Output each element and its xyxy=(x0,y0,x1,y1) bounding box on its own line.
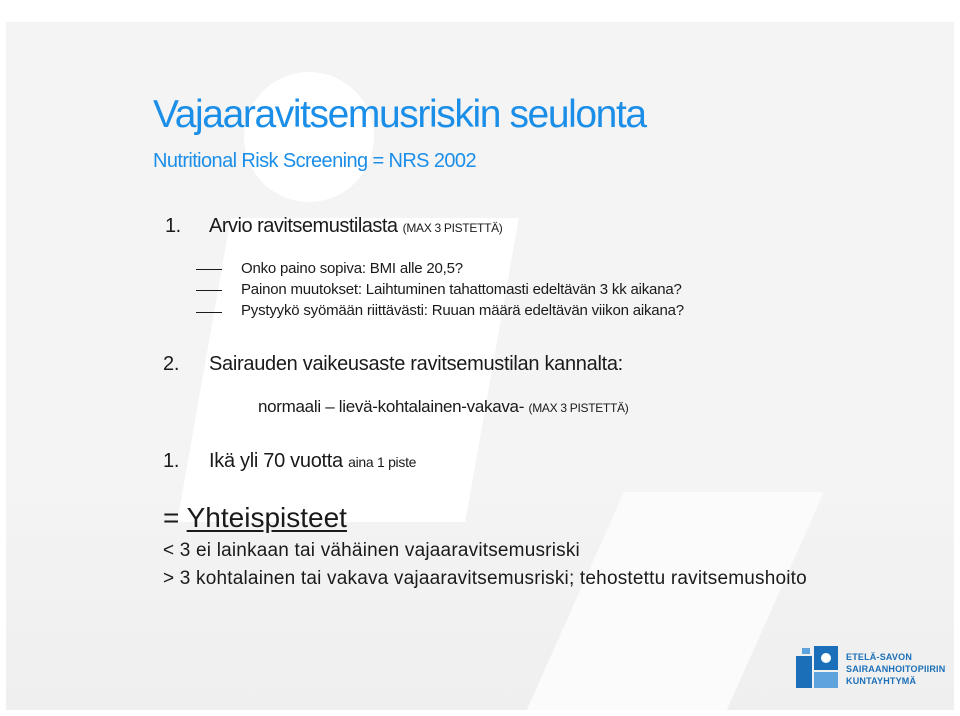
slide-title: Vajaaravitsemusriskin seulonta xyxy=(153,93,646,136)
section-1-heading xyxy=(165,215,503,238)
subtitle-abbreviation: NRS 2002 xyxy=(388,150,476,172)
section-1-title: Arvio ravitsemustilasta xyxy=(209,215,398,237)
total-heading xyxy=(163,502,347,534)
bullet-dash xyxy=(196,269,222,270)
total-label: Yhteispisteet xyxy=(186,502,347,533)
bullet-dash xyxy=(196,312,222,313)
section-2-title: Sairauden vaikeusaste ravitsemustilan kannalta: xyxy=(209,353,623,375)
result-row xyxy=(163,540,580,562)
logo-line: KUNTAYHTYMÄ xyxy=(846,676,917,686)
severity-scale-text: normaali – lievä-kohtalainen-vakava- xyxy=(258,397,525,416)
logo-line: SAIRAANHOITOPIIRIN xyxy=(846,664,946,674)
result-text: ei lainkaan tai vähäinen vajaaravitsemusriski xyxy=(196,540,580,561)
bullet-dash xyxy=(196,290,222,291)
bullet-item: Pystyykö syömään riittävästi: Ruuan määrä edeltävän viikon aikana? xyxy=(241,302,684,319)
bullet-item: Onko paino sopiva: BMI alle 20,5? xyxy=(241,260,463,277)
section-3-title: Ikä yli 70 vuotta xyxy=(209,450,343,472)
severity-scale xyxy=(258,397,628,417)
logo-mark-icon xyxy=(796,646,838,688)
slide-subtitle xyxy=(153,150,476,173)
subtitle-text: Nutritional Risk Screening = xyxy=(153,150,389,172)
section-3-heading xyxy=(163,450,416,473)
result-text: kohtalainen tai vakava vajaaravitsemusriski; tehostettu ravitsemushoito xyxy=(196,568,807,589)
section-3-note: aina 1 piste xyxy=(348,454,417,470)
result-operator: < 3 xyxy=(163,540,191,561)
section-3-number: 1. xyxy=(163,450,180,472)
result-operator: > 3 xyxy=(163,568,191,589)
bullet-item: Painon muutokset: Laihtuminen tahattomasti edeltävän 3 kk aikana? xyxy=(241,281,682,298)
section-1-note: (MAX 3 PISTETTÄ) xyxy=(402,221,503,235)
logo-line: ETELÄ-SAVON xyxy=(846,652,913,662)
section-2-heading xyxy=(163,353,623,376)
section-1-number: 1. xyxy=(165,215,181,237)
total-prefix: = xyxy=(163,502,187,533)
background-circle xyxy=(244,72,374,202)
section-2-number: 2. xyxy=(163,353,180,375)
section-2-note: (MAX 3 PISTETTÄ) xyxy=(528,401,629,415)
organization-logo xyxy=(796,646,946,694)
result-row xyxy=(163,568,807,590)
